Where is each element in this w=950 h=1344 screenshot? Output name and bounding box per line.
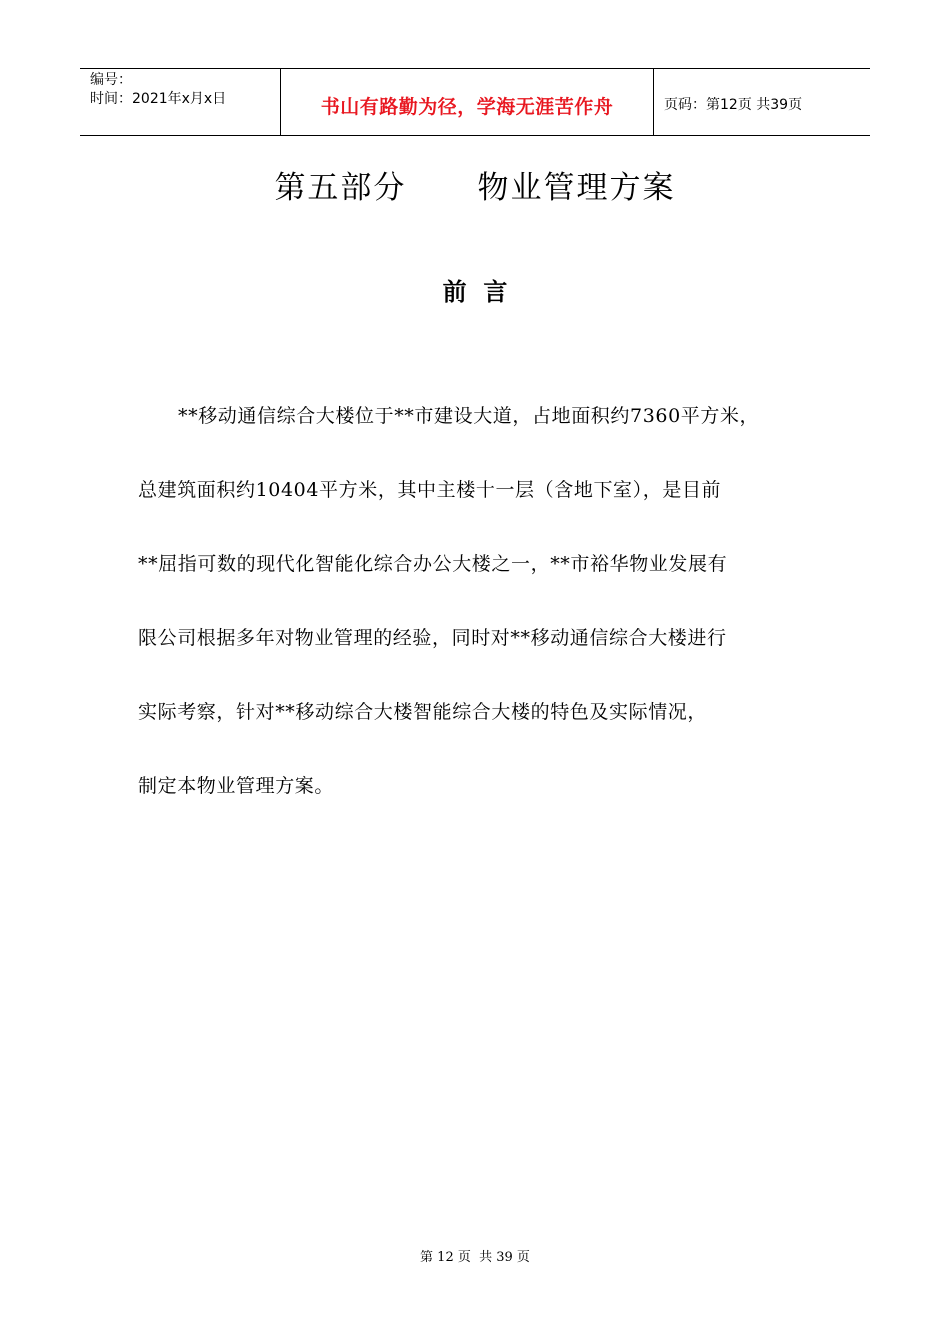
header-page-cell [654, 69, 870, 135]
header-motto: 书山有路勤为径，学海无涯苦作舟 [320, 95, 614, 118]
page-footer: 第 12 页 共 39 页 [420, 1250, 530, 1265]
paragraph-line: 总建筑面积约10404平方米，其中主楼十一层（含地下室），是目前 [138, 479, 722, 501]
header-motto-cell [281, 69, 654, 135]
page-title: 第五部分 物业管理方案 [274, 170, 676, 206]
header-meta-cell [80, 69, 281, 135]
header-page-info: 页码：第12页 共39页 [664, 97, 803, 113]
paragraph-line: **屈指可数的现代化智能化综合办公大楼之一，**市裕华物业发展有 [138, 553, 728, 575]
paragraph-line: 限公司根据多年对物业管理的经验，同时对**移动通信综合大楼进行 [138, 627, 727, 649]
paragraph-line: **移动通信综合大楼位于**市建设大道，占地面积约7360平方米， [178, 405, 760, 427]
header-number-label: 编号： [90, 72, 132, 88]
preface-paragraph [138, 392, 838, 836]
header-time-label: 时间：2021年x月x日 [90, 91, 227, 107]
section-heading: 前 言 [442, 277, 508, 306]
paragraph-line: 制定本物业管理方案。 [138, 775, 335, 797]
paragraph-line: 实际考察，针对**移动综合大楼智能综合大楼的特色及实际情况， [138, 701, 708, 723]
document-header [80, 68, 870, 136]
